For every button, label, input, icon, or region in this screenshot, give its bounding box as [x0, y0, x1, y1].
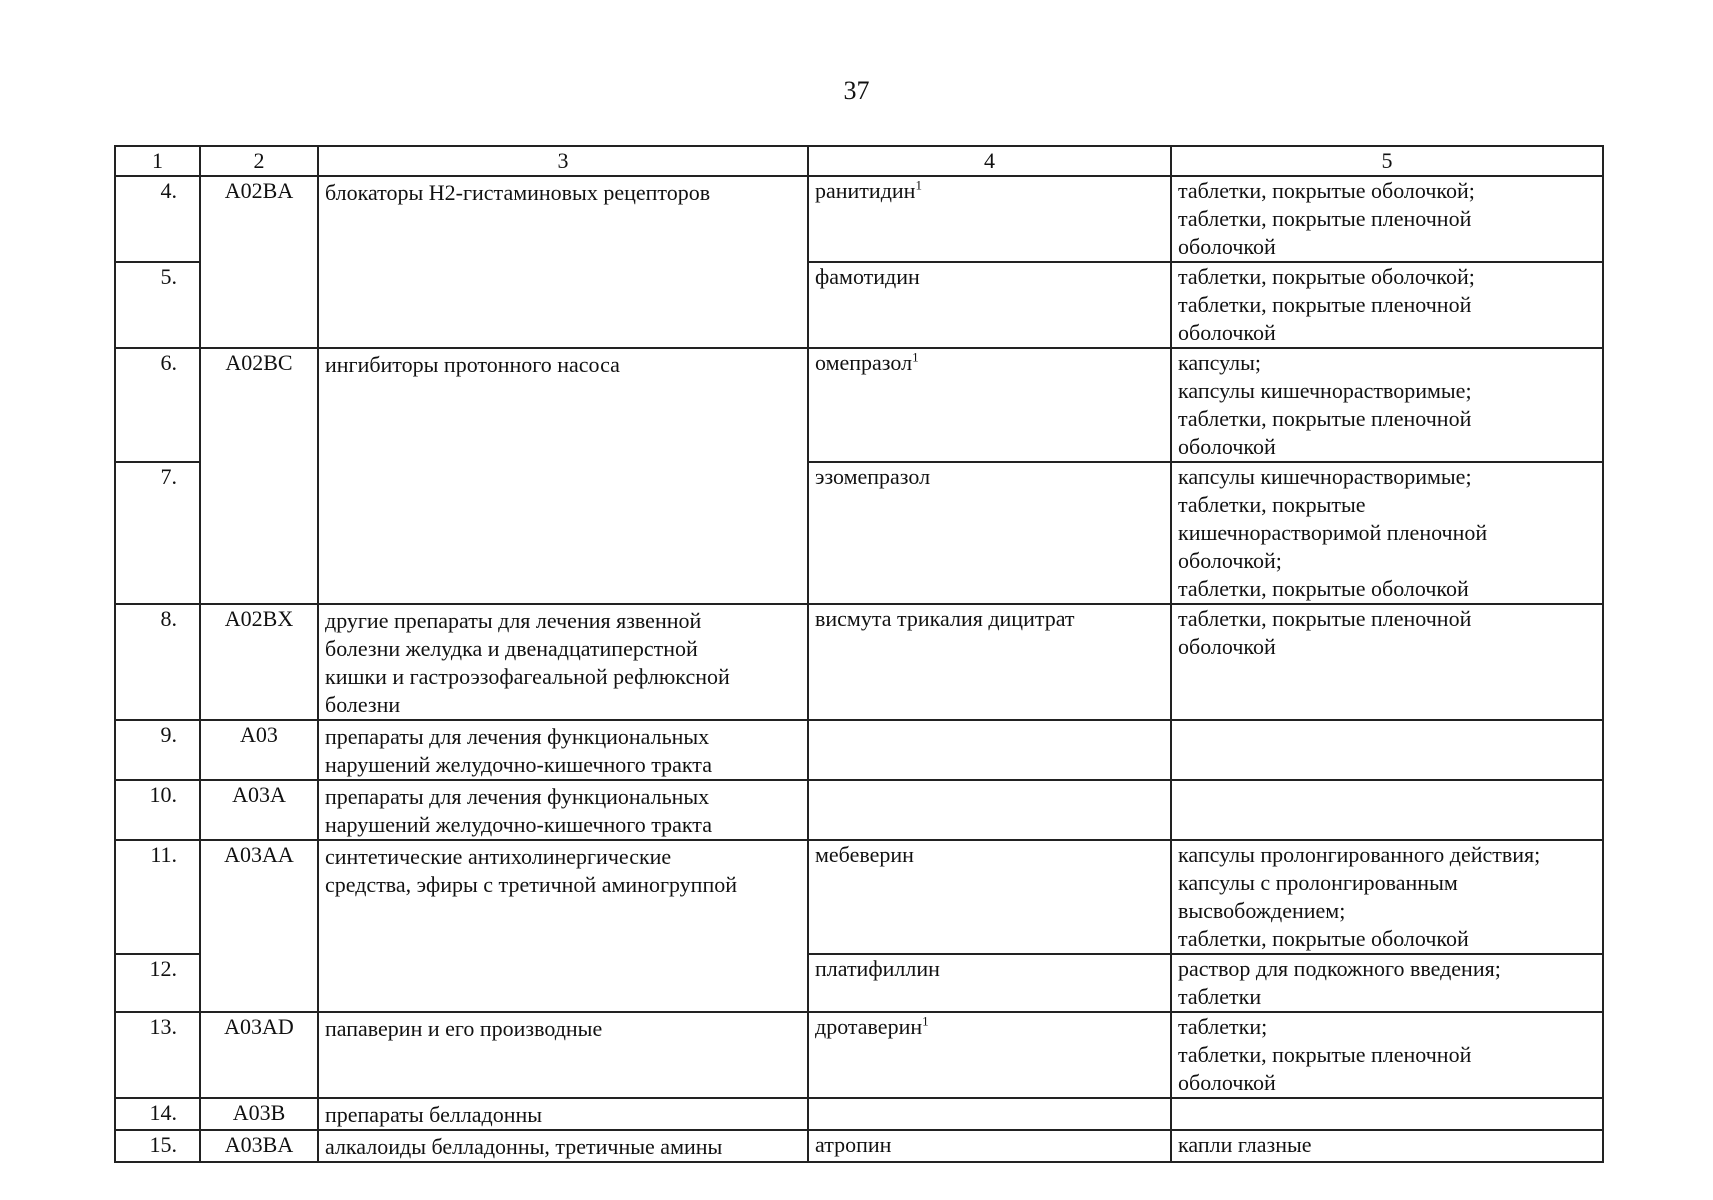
table-row [115, 604, 1603, 720]
drug-name [808, 720, 1171, 780]
header-cell: 3 [318, 146, 808, 176]
header-cell: 2 [200, 146, 318, 176]
dosage-forms [1171, 780, 1603, 840]
pharmacological-group: препараты для лечения функциональных нарушений желудочно-кишечного тракта [318, 720, 808, 780]
footnote-mark: 1 [915, 177, 922, 193]
pharmacological-group: синтетические антихолинергические средства, эфиры с третичной аминогруппой [318, 840, 808, 1012]
dosage-forms [1171, 720, 1603, 780]
drug-name: ранитидин$^1$ [808, 176, 1171, 262]
dosage-forms: капсулы кишечнорастворимые; таблетки, покрытые кишечнорастворимой пленочной оболочкой; таблетки, покрытые оболочкой [1171, 462, 1603, 604]
dosage-forms [1171, 1098, 1603, 1130]
footnote-mark: 1 [922, 1013, 929, 1029]
drug-name: мебеверин [808, 840, 1171, 954]
table-row [115, 1098, 1603, 1130]
atc-code: A03BA [200, 1130, 318, 1162]
pharmacological-group: препараты для лечения функциональных нарушений желудочно-кишечного тракта [318, 780, 808, 840]
table-row [115, 780, 1603, 840]
dosage-forms: таблетки, покрытые пленочной оболочкой [1171, 604, 1603, 720]
drug-name: фамотидин [808, 262, 1171, 348]
atc-code: A02BX [200, 604, 318, 720]
drug-name: дротаверин$^1$ [808, 1012, 1171, 1098]
dosage-forms: таблетки, покрытые оболочкой; таблетки, покрытые пленочной оболочкой [1171, 176, 1603, 262]
row-number: 15. [115, 1130, 200, 1162]
dosage-forms: таблетки, покрытые оболочкой; таблетки, покрытые пленочной оболочкой [1171, 262, 1603, 348]
pharmacological-group: папаверин и его производные [318, 1012, 808, 1098]
table-row [115, 1012, 1603, 1098]
row-number: 11. [115, 840, 200, 954]
header-cell: 5 [1171, 146, 1603, 176]
row-number: 5. [115, 262, 200, 348]
row-number: 13. [115, 1012, 200, 1098]
atc-code: A03AA [200, 840, 318, 1012]
header-cell: 1 [115, 146, 200, 176]
drug-name: атропин [808, 1130, 1171, 1162]
dosage-forms: капли глазные [1171, 1130, 1603, 1162]
dosage-forms: таблетки; таблетки, покрытые пленочной оболочкой [1171, 1012, 1603, 1098]
row-number: 9. [115, 720, 200, 780]
row-number: 14. [115, 1098, 200, 1130]
dosage-forms: капсулы; капсулы кишечнорастворимые; таблетки, покрытые пленочной оболочкой [1171, 348, 1603, 462]
drug-name [808, 780, 1171, 840]
atc-code: A03A [200, 780, 318, 840]
header-cell: 4 [808, 146, 1171, 176]
row-number: 12. [115, 954, 200, 1012]
atc-code: A02BC [200, 348, 318, 604]
row-number: 6. [115, 348, 200, 462]
footnote-mark: 1 [912, 349, 919, 365]
pharmacological-group: блокаторы Н2-гистаминовых рецепторов [318, 176, 808, 348]
atc-code: A02BA [200, 176, 318, 348]
drug-name [808, 1098, 1171, 1130]
drug-name: эзомепразол [808, 462, 1171, 604]
table-row [115, 720, 1603, 780]
table-row [115, 176, 1603, 262]
row-number: 7. [115, 462, 200, 604]
pharmacological-group: ингибиторы протонного насоса [318, 348, 808, 604]
table-row [115, 1130, 1603, 1162]
dosage-forms: раствор для подкожного введения; таблетки [1171, 954, 1603, 1012]
row-number: 4. [115, 176, 200, 262]
row-number: 10. [115, 780, 200, 840]
drug-name: висмута трикалия дицитрат [808, 604, 1171, 720]
drug-list-table [114, 145, 1604, 1163]
atc-code: A03 [200, 720, 318, 780]
dosage-forms: капсулы пролонгированного действия; капсулы с пролонгированным высвобождением; таблетки, покрытые оболочкой [1171, 840, 1603, 954]
page-number: 37 [843, 76, 870, 105]
row-number: 8. [115, 604, 200, 720]
atc-code: A03AD [200, 1012, 318, 1098]
table-row [115, 348, 1603, 462]
pharmacological-group: препараты белладонны [318, 1098, 808, 1130]
atc-code: A03B [200, 1098, 318, 1130]
drug-name: омепразол$^1$ [808, 348, 1171, 462]
table-row [115, 840, 1603, 954]
drug-name: платифиллин [808, 954, 1171, 1012]
pharmacological-group: алкалоиды белладонны, третичные амины [318, 1130, 808, 1162]
pharmacological-group: другие препараты для лечения язвенной болезни желудка и двенадцатиперстной кишки и гастроэзофагеальной рефлюксной болезни [318, 604, 808, 720]
table-header-row [115, 146, 1603, 176]
